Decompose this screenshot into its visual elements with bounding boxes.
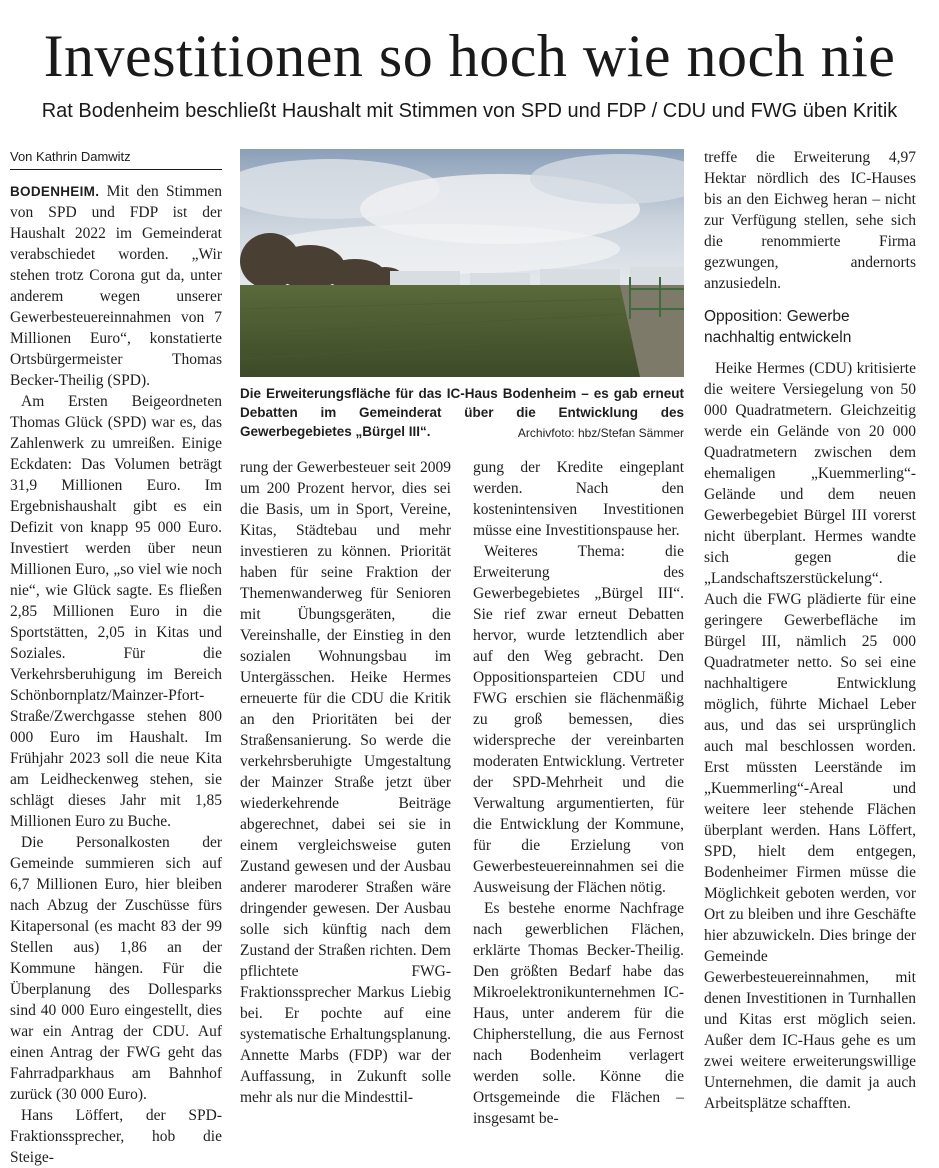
article-column-1 <box>10 181 222 1168</box>
paragraph: Die Personalkosten der Gemeinde summieren sich auf 6,7 Millionen Euro, hier bleiben nach Abzug der Zuschüsse fürs Kitapersonal (es macht 83 der 99 Stellen aus) 1,86 an der Kommune hängen. Für die Überplanung des Dollesparks sind 40 000 Euro eingestellt, dies war ein Antrag der CDU. Auf einen Antrag der FWG geht das Fahrradparkhaus am Bahnhof zurück (30 000 Euro). <box>10 834 222 1103</box>
subheadline: Rat Bodenheim beschließt Haushalt mit Stimmen von SPD und FDP / CDU und FWG üben Kritik <box>41 100 898 122</box>
section-subheading: Opposition: Gewerbe nachhaltig entwickeln <box>704 308 852 346</box>
paragraph: Es bestehe enorme Nachfrage nach gewerblichen Flächen, erklärte Thomas Becker-Theilig. Den größten Bedarf habe das Mikroelektronikunternehmen IC-Haus, unter anderem für die Chipherstellung, die aus Fernost nach Bodenheim verlagert werden solle. Könne die Ortsgemeinde die Flächen – insgesamt be- <box>473 900 684 1127</box>
paragraph: Heike Hermes (CDU) kritisierte die weitere Versiegelung von 50 000 Quadratmetern. Gleichzeitig werde ein Gelände von 20 000 Quadratmetern zwischen dem ehemaligen „Kuemmerling“-Gelände und dem neuen Gewerbegebiet Bürgel III vorerst nicht überplant. Hermes wandte sich gegen die „Landschaftszerstückelung“. Auch die FWG plädierte für eine geringere Gewerbefläche im Bürgel III, nämlich 25 000 Quadratmeter netto. So sei eine nachhaltigere Entwicklung möglich, führte Michael Leber aus, und das sei ursprünglich auch mal beschlossen worden. Erst müssten Leerstände im „Kuemmerling“-Areal und weitere leer stehende Flächen überplant werden. Hans Löffert, SPD, hielt dem entgegen, Bodenheimer Firmen müsse die Möglichkeit geboten werden, vor Ort zu bleiben und ihre Geschäfte hier abzuwickeln. Dies bringe der Gemeinde Gewerbesteuereinnahmen, mit denen Investitionen in Turnhallen und Kitas erst möglich seien. Außer dem IC-Haus gehe es um zwei weitere erweiterungswillige Unternehmen, die damit ja auch Arbeitsplätze schafften. <box>704 360 916 1112</box>
article-column-4 <box>704 147 916 1114</box>
paragraph: gung der Kredite eingeplant werden. Nach den kostenintensiven Investitionen müsse eine Investitionspause her. <box>473 459 684 539</box>
article-column-3 <box>473 457 684 1129</box>
paragraph <box>10 181 222 391</box>
paragraph: Hans Löffert, der SPD-Fraktionssprecher, hob die Steige- <box>10 1107 222 1166</box>
photo-caption: Die Erweiterungsfläche für das IC-Haus Bodenheim – es gab erneut Debatten im Gemeinderat über die Entwicklung des Gewerbegebietes „Bürgel III“. <box>240 386 684 439</box>
paragraph: Weiteres Thema: die Erweiterung des Gewerbegebietes „Bürgel III“. Sie rief zwar erneut Debatten hervor, wurde letztendlich aber auf den Weg gebracht. Den Oppositionsparteien CDU und FWG erschien sie flächenmäßig zu groß bemessen, dies widerspreche der vereinbarten moderaten Entwicklung. Vertreter der SPD-Mehrheit und die Verwaltung argumentierten, für die Entwicklung der Kommune, für die Erzielung von Gewerbesteuereinnahmen sei die Ausweisung der Flächen nötig. <box>473 543 684 896</box>
article-photo <box>240 149 684 377</box>
paragraph: Am Ersten Beigeordneten Thomas Glück (SPD) war es, das Zahlenwerk zu umreißen. Einige Eckdaten: Das Volumen beträgt 31,9 Millionen Euro. Im Ergebnishaushalt gibt es ein Defizit von knapp 95 000 Euro. Investiert werden über neun Millionen Euro, „so viel wie noch nie“, wie Glück sagte. Es fließen 2,85 Millionen Euro in die Sportstätten, 2,05 in Kitas und Soziales. Für die Verkehrsberuhigung im Bereich Schönbornplatz/Mainzer-Pfort-Straße/Zwerchgasse stehen 800 000 Euro im Haushalt. Im Frühjahr 2023 soll die neue Kita am Leidheckenweg stehen, sie schlägt dieses Jahr mit 1,85 Millionen Euro zu Buche. <box>10 393 222 830</box>
paragraph: rung der Gewerbesteuer seit 2009 um 200 Prozent hervor, dies sei die Basis, um in Sport, Vereine, Kitas, Städtebau und mehr investieren zu können. Priorität haben für seine Fraktion der Themenwanderweg für Senioren mit Übungsgeräten, die Vereinshalle, der Einstieg in den sozialen Wohnungsbau im Untergässchen. Heike Hermes erneuerte für die CDU die Kritik an den Prioritäten bei der Straßensanierung. So werde die verkehrsberuhigte Umgestaltung der Mainzer Straße jetzt über wiederkehrende Beiträge abgerechnet, dabei sei sie in einem vergleichsweise guten Zustand gewesen und der Ausbau anderer maroderer Straßen wäre dringender gewesen. Der Ausbau solle sich künftig nach dem Zustand der Straßen richten. Dem pflichtete FWG-Fraktionssprecher Markus Liebig bei. Er pochte auf eine systematische Erhaltungsplanung. Annette Marbs (FDP) war der Auffassung, in Zukunft solle mehr als nur die Mindesttil- <box>240 459 451 1106</box>
author-byline: Von Kathrin Damwitz <box>10 147 222 170</box>
headline: Investitionen so hoch wie noch nie <box>43 23 896 89</box>
paragraph: treffe die Erweiterung 4,97 Hektar nördlich des IC-Hauses bis an den Eichweg heran – nicht zur Verfügung stellen, sehe sich die renommierte Firma gezwungen, andernorts anzusiedeln. <box>704 149 916 292</box>
dateline: BODENHEIM. <box>10 184 100 199</box>
photo-credit: Archivfoto: hbz/Stefan Sämmer <box>517 426 684 440</box>
paragraph-text: Mit den Stimmen von SPD und FDP ist der Haushalt 2022 im Gemeinderat verabschiedet worden. „Wir stehen trotz Corona gut da, unter anderem wegen unserer Gewerbesteuereinnahmen von 7 Millionen Euro“, konstatierte Ortsbürgermeister Thomas Becker-Theilig (SPD). <box>10 183 222 389</box>
article-column-2 <box>240 457 451 1108</box>
